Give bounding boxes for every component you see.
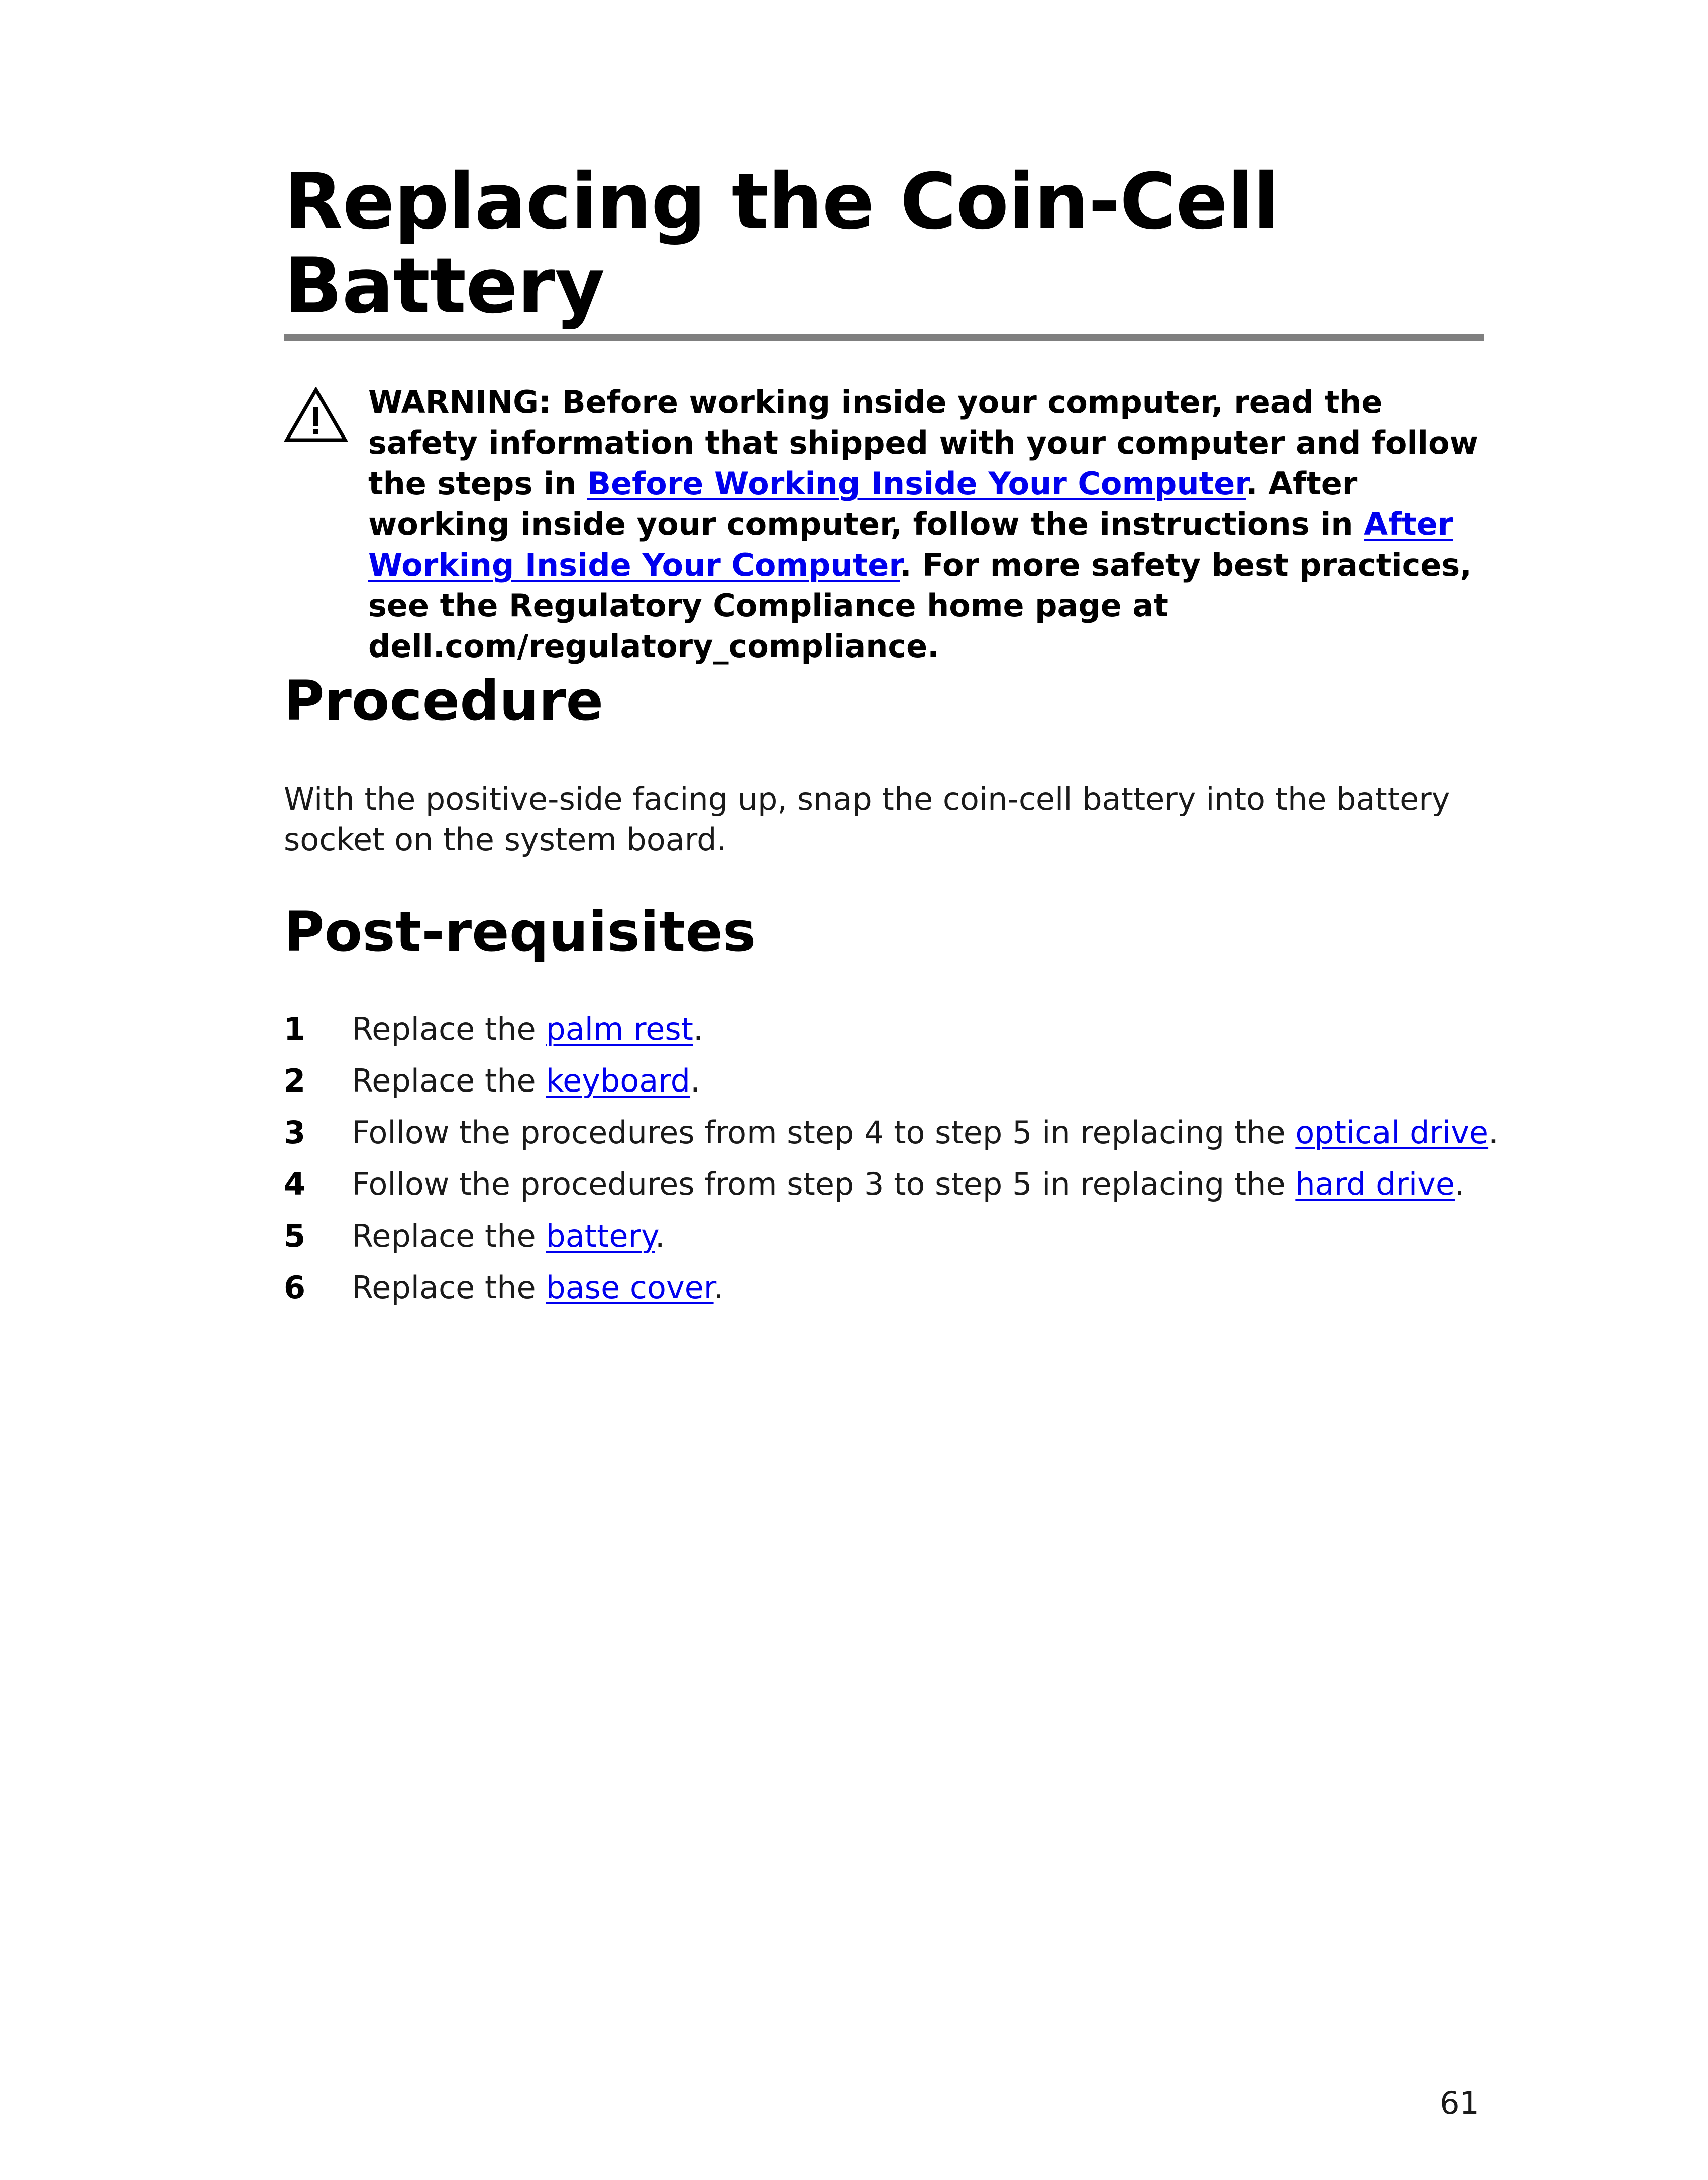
step-text-before: Replace the <box>352 1011 546 1047</box>
list-item <box>284 1009 1500 1060</box>
page-number: 61 <box>1440 2085 1479 2121</box>
step-text-after: . <box>1488 1114 1499 1151</box>
step-number: 1 <box>284 1011 306 1047</box>
post-requisites-list <box>284 1009 1500 1319</box>
list-item <box>284 1112 1500 1164</box>
warning-text-part2: . After working inside your computer, follow the instructions in <box>368 465 1364 542</box>
list-item <box>284 1060 1500 1112</box>
step-text-after: . <box>1455 1166 1465 1203</box>
step-number: 4 <box>284 1166 306 1203</box>
list-item <box>284 1164 1500 1216</box>
optical-drive-link[interactable]: optical drive <box>1295 1114 1489 1151</box>
step-text <box>352 1009 703 1049</box>
step-text <box>352 1164 1465 1205</box>
warning-text-part1: WARNING: Before working inside your computer, read the safety information that shipped with your computer and follow the steps in <box>368 384 1478 502</box>
step-text <box>352 1267 723 1308</box>
step-text-after: . <box>713 1269 724 1306</box>
warning-text-part3: . For more safety best practices, see the Regulatory Compliance home page at dell.com/regulatory_compliance. <box>368 547 1472 665</box>
base-cover-link[interactable]: base cover <box>546 1269 714 1306</box>
before-working-inside-link[interactable]: Before Working Inside Your Computer <box>587 465 1246 502</box>
procedure-text: With the positive-side facing up, snap the coin-cell battery into the battery socket on the system board. <box>284 781 1450 858</box>
step-text-after: . <box>655 1218 665 1254</box>
step-text-after: . <box>693 1011 703 1047</box>
step-text <box>352 1216 665 1256</box>
step-number: 5 <box>284 1218 306 1254</box>
step-text-after: . <box>690 1062 700 1099</box>
step-text <box>352 1060 700 1101</box>
warning-text <box>368 382 1493 667</box>
step-text-before: Follow the procedures from step 4 to step 5 in replacing the <box>352 1114 1296 1151</box>
step-text-before: Follow the procedures from step 3 to step 5 in replacing the <box>352 1166 1296 1203</box>
battery-link[interactable]: battery <box>546 1218 655 1254</box>
step-text-before: Replace the <box>352 1218 546 1254</box>
title-divider <box>284 334 1484 341</box>
step-number: 6 <box>284 1269 306 1306</box>
warning-triangle-icon <box>284 387 348 443</box>
keyboard-link[interactable]: keyboard <box>546 1062 690 1099</box>
step-number: 3 <box>284 1114 306 1151</box>
step-text-before: Replace the <box>352 1062 546 1099</box>
hard-drive-link[interactable]: hard drive <box>1295 1166 1455 1203</box>
palm-rest-link[interactable]: palm rest <box>546 1011 693 1047</box>
list-item <box>284 1216 1500 1267</box>
procedure-heading: Procedure <box>284 669 604 733</box>
step-number: 2 <box>284 1062 306 1099</box>
step-text <box>352 1112 1499 1153</box>
step-text-before: Replace the <box>352 1269 546 1306</box>
page-title: Replacing the Coin-Cell Battery <box>284 157 1279 331</box>
after-working-inside-link[interactable]: After Working Inside Your Computer <box>368 506 1453 583</box>
post-requisites-heading: Post-requisites <box>284 900 756 964</box>
list-item <box>284 1267 1500 1319</box>
